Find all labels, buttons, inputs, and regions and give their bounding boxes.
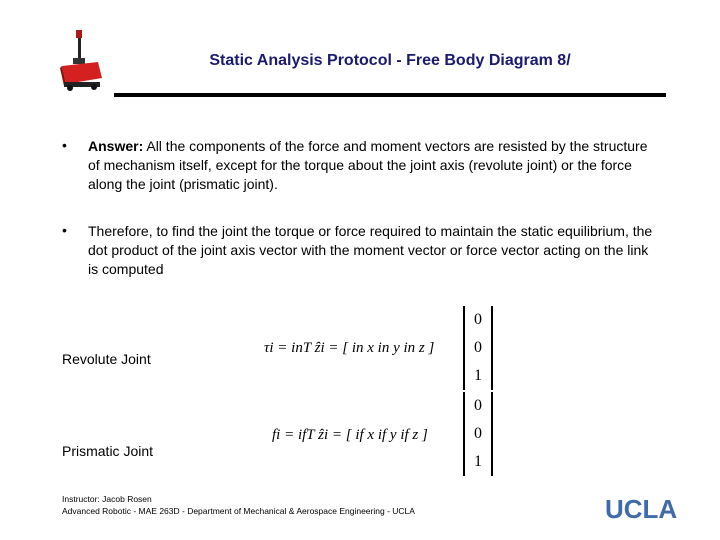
matrix-cell: 0 — [474, 397, 482, 414]
revolute-joint-label: Revolute Joint — [62, 351, 151, 367]
prismatic-axis-vector — [463, 392, 493, 476]
page-title: Static Analysis Protocol - Free Body Diagram 8/ — [209, 52, 571, 69]
matrix-cell: 1 — [474, 367, 482, 384]
bullet-marker: • — [62, 222, 67, 238]
bullet-answer — [88, 137, 658, 194]
footer-course: Advanced Robotic - MAE 263D - Department of Mechanical & Aerospace Engineering - UCLA — [62, 506, 415, 516]
bullet-therefore: Therefore, to find the joint the torque or force required to maintain the static equilibrium, the dot product of the joint axis vector with the moment vector or force vector acting on the link is computed — [88, 223, 653, 277]
matrix-cell: 0 — [474, 339, 482, 356]
prismatic-equation: fi = ifT ẑi = [ if x if y if z ] — [272, 427, 428, 443]
answer-text: All the components of the force and moment vectors are resisted by the structure of mechanism itself, except for the torque about the joint axis (revolute joint) or the force along the joint (prismatic joint). — [88, 138, 648, 192]
matrix-cell: 0 — [474, 425, 482, 442]
answer-lead: Answer: — [88, 138, 144, 154]
footer — [62, 493, 415, 517]
robot-icon — [58, 28, 104, 92]
prismatic-joint-label: Prismatic Joint — [62, 443, 154, 459]
ucla-logo: UCLA — [605, 494, 678, 524]
revolute-axis-vector — [463, 306, 493, 390]
footer-instructor: Instructor: Jacob Rosen — [62, 494, 152, 504]
title-divider — [114, 93, 666, 97]
matrix-cell: 1 — [474, 453, 482, 470]
bullet-marker: • — [62, 137, 67, 153]
matrix-cell: 0 — [474, 311, 482, 328]
revolute-equation: τi = inT ẑi = [ in x in y in z ] — [264, 340, 435, 356]
